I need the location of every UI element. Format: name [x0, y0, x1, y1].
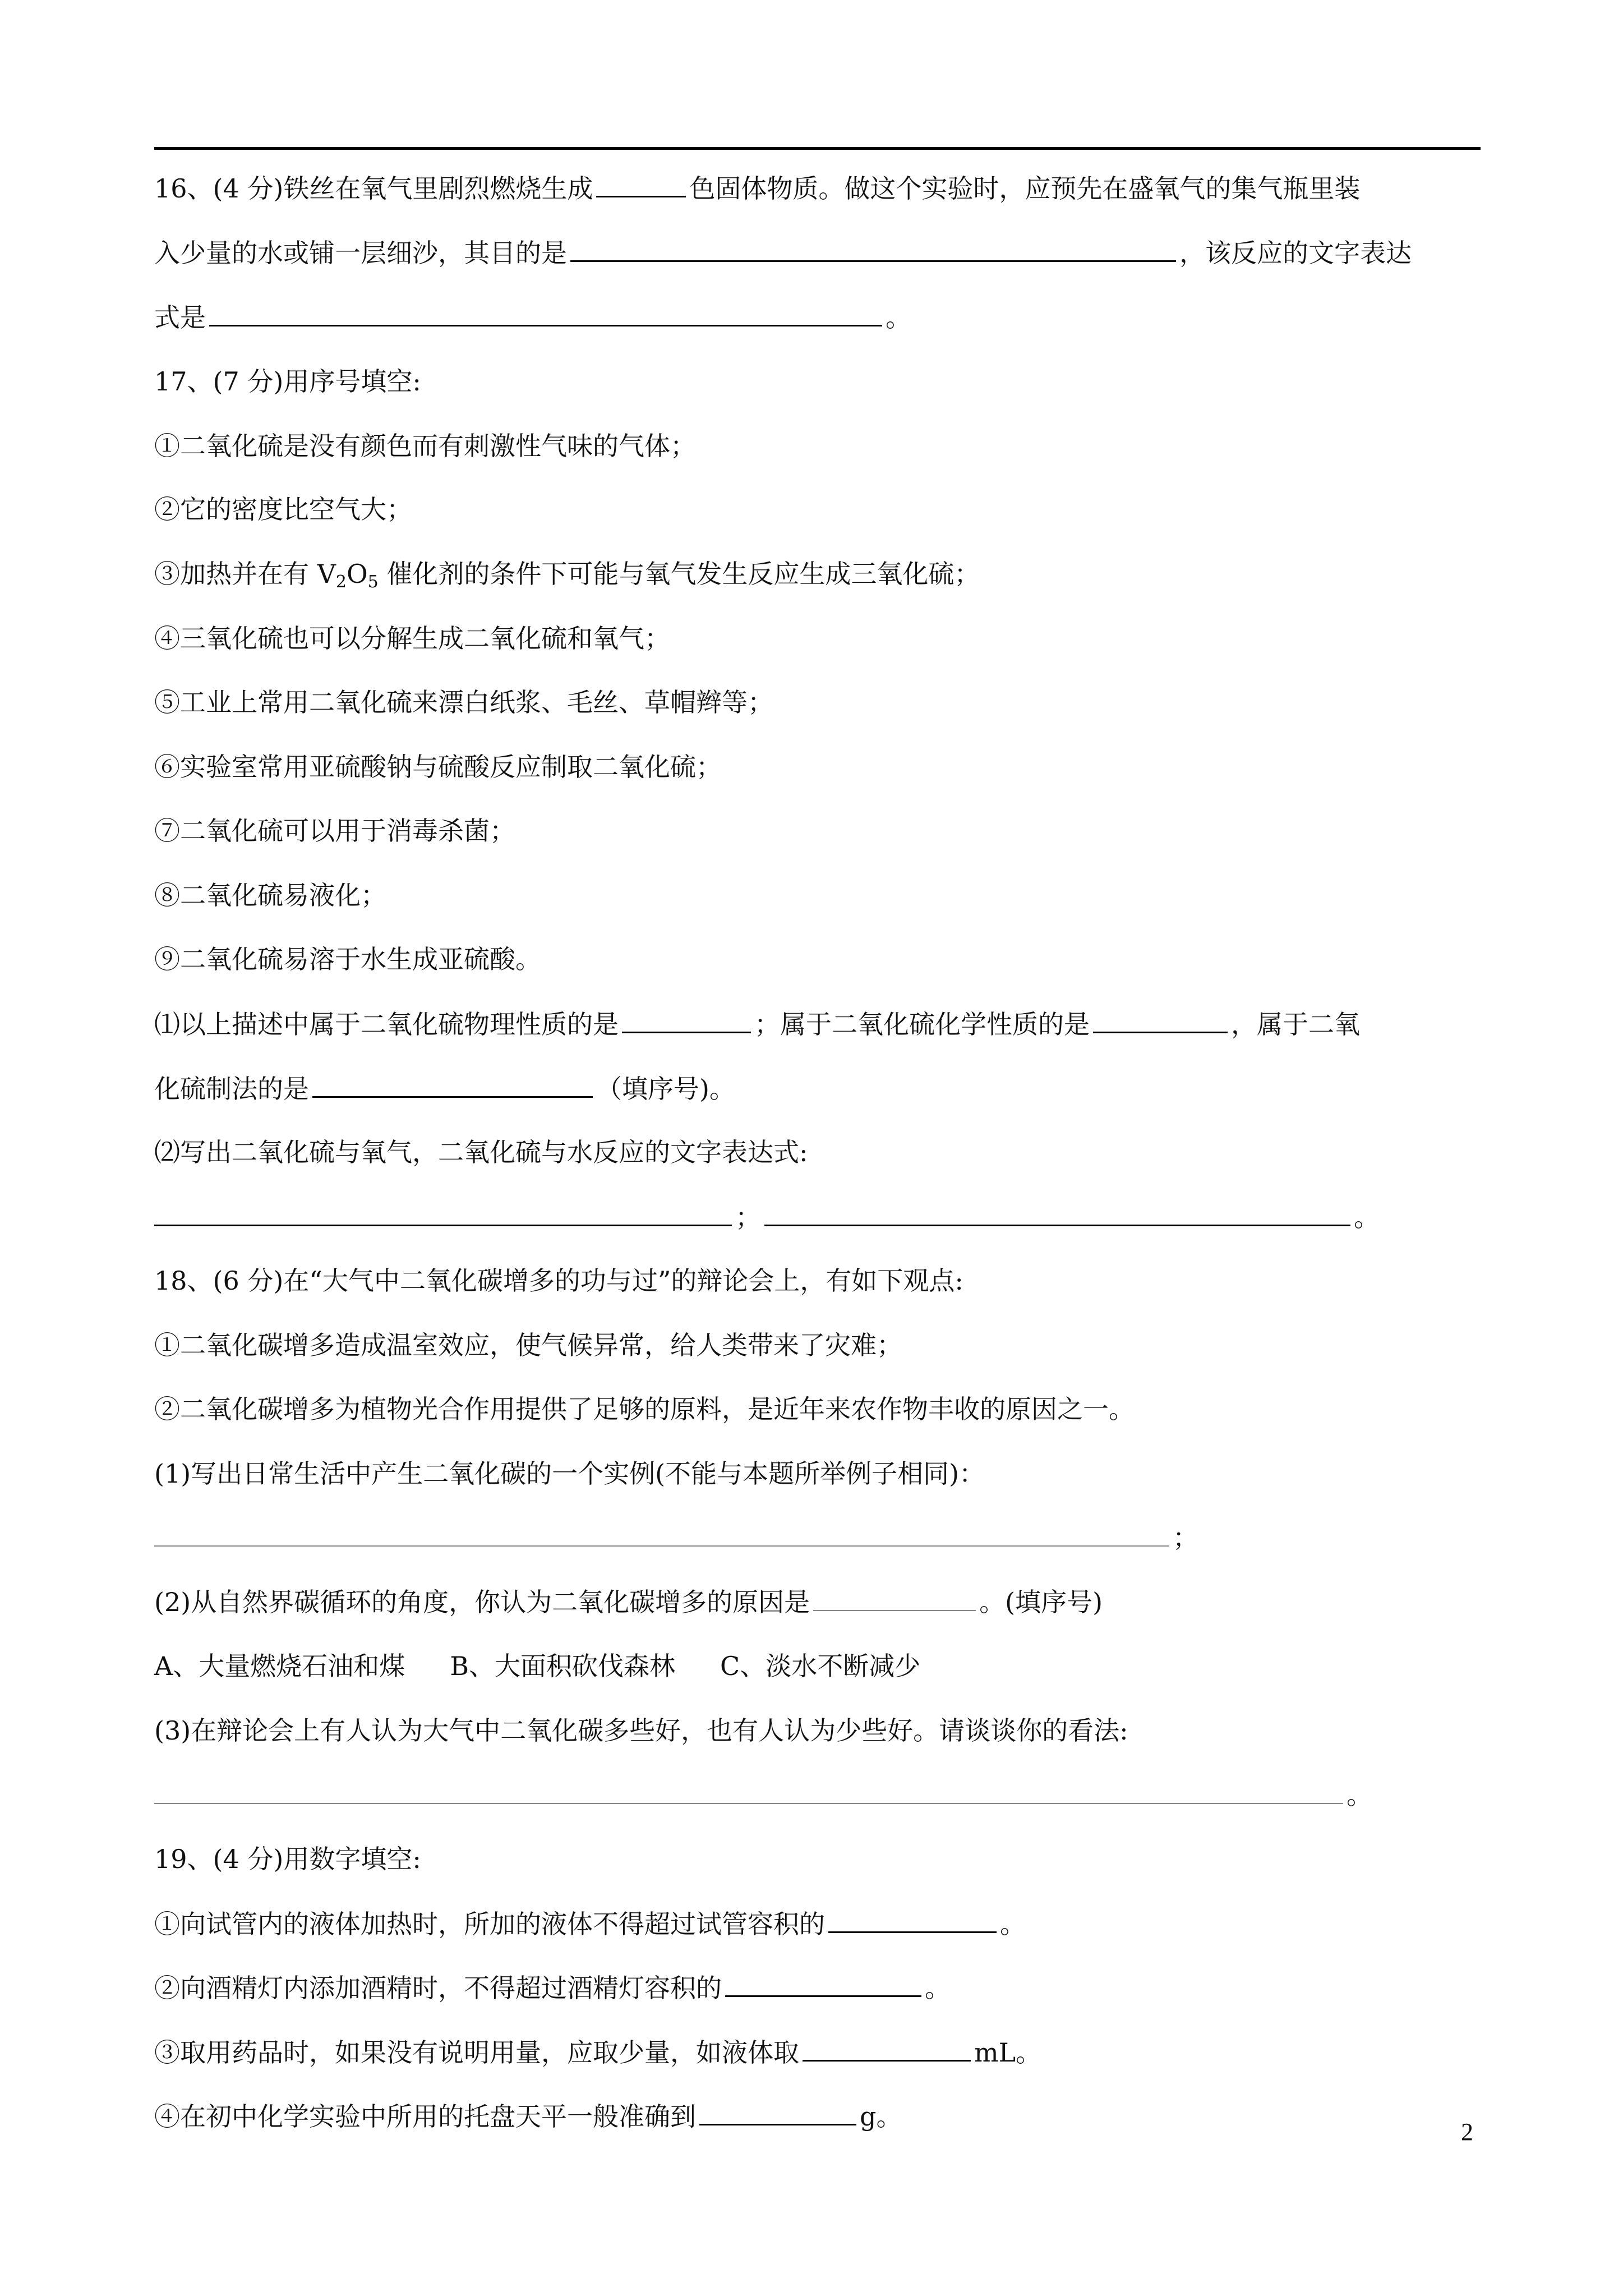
- q18-view-1: ①二氧化碳增多造成温室效应，使气候异常，给人类带来了灾难；: [154, 1330, 902, 1360]
- q19-item-2: ②向酒精灯内添加酒精时，不得超过酒精灯容积的 。: [154, 1971, 1489, 2005]
- q17-item-5: ⑤工业上常用二氧化硫来漂白纸浆、毛丝、草帽辫等；: [154, 687, 773, 717]
- q17-part-1-line-1: ⑴以上描述中属于二氧化硫物理性质的是 ；属于二氧化硫化学性质的是 ，属于二氧: [154, 1007, 1489, 1041]
- q17-item-6: ⑥实验室常用亚硫酸钠与硫酸反应制取二氧化硫；: [154, 752, 722, 782]
- q18-sub-3: (3)在辩论会上有人认为大气中二氧化碳多些好，也有人认为少些好。请谈谈你的看法:: [154, 1715, 1128, 1746]
- q18-option-c: C、淡水不断减少: [720, 1651, 921, 1681]
- q18-title: 18、(6 分)在“大气中二氧化碳增多的功与过”的辩论会上，有如下观点:: [154, 1266, 963, 1296]
- q18-blank-example[interactable]: [154, 1521, 1169, 1547]
- q17-blank-physical[interactable]: [622, 1007, 751, 1033]
- q18-sub-3-answer: 。: [154, 1778, 1489, 1812]
- q19-blank-test-tube[interactable]: [828, 1907, 997, 1933]
- q18-option-b: B、大面积砍伐森林: [450, 1651, 676, 1681]
- q17-title: 17、(7 分)用序号填空:: [154, 366, 421, 397]
- q18-sub-1: (1)写出日常生活中产生二氧化碳的一个实例(不能与本题所举例子相同)：: [154, 1458, 985, 1489]
- q16-blank-equation[interactable]: [209, 300, 882, 326]
- page-number: 2: [1461, 2118, 1473, 2146]
- q18-sub-2: (2)从自然界碳循环的角度，你认为二氧化碳增多的原因是 。(填序号): [154, 1585, 1489, 1619]
- q18-options: [154, 1649, 1489, 1683]
- q16-line-3: 式是 。: [154, 300, 1489, 334]
- q17-item-3: ③加热并在有 $V_2O_5$ 催化剂的条件下可能与氧气发生反应生成三氧化硫；: [154, 559, 980, 592]
- q19-item-1: ①向试管内的液体加热时，所加的液体不得超过试管容积的 。: [154, 1907, 1489, 1941]
- q16-line-1: 16、(4 分)铁丝在氧气里剧烈燃烧生成 色固体物质。做这个实验时，应预先在盛氧气的集气瓶里装: [154, 171, 1489, 205]
- q18-option-a: A、大量燃烧石油和煤: [154, 1651, 405, 1681]
- q19-blank-balance[interactable]: [699, 2099, 856, 2125]
- q17-item-7: ⑦二氧化硫可以用于消毒杀菌；: [154, 816, 515, 846]
- q17-blank-equation-water[interactable]: [764, 1200, 1350, 1226]
- q16-blank-purpose[interactable]: [570, 236, 1176, 262]
- q17-blank-preparation[interactable]: [312, 1071, 593, 1098]
- q17-item-2: ②它的密度比空气大；: [154, 494, 412, 524]
- q18-blank-cause[interactable]: [813, 1585, 976, 1611]
- q17-part-2-answers: ； 。: [154, 1200, 1489, 1234]
- q18-blank-opinion[interactable]: [154, 1778, 1343, 1804]
- q16-line-2: 入少量的水或铺一层细沙，其目的是 ，该反应的文字表达: [154, 236, 1489, 270]
- q18-view-2: ②二氧化碳增多为植物光合作用提供了足够的原料，是近年来农作物丰收的原因之一。: [154, 1394, 1135, 1424]
- q17-item-4: ④三氧化硫也可以分解生成二氧化硫和氧气；: [154, 623, 670, 654]
- q19-blank-alcohol-lamp[interactable]: [725, 1971, 921, 1997]
- q16-blank-color[interactable]: [596, 171, 686, 197]
- q17-blank-equation-oxygen[interactable]: [154, 1200, 732, 1226]
- q19-item-3: ③取用药品时，如果没有说明用量，应取少量，如液体取 mL。: [154, 2035, 1489, 2069]
- q18-sub-1-answer: ；: [154, 1521, 1489, 1554]
- q19-item-4: ④在初中化学实验中所用的托盘天平一般准确到 g。: [154, 2099, 1489, 2133]
- q17-part-1-line-2: 化硫制法的是 （填序号)。: [154, 1071, 1489, 1106]
- q17-item-8: ⑧二氧化硫易液化；: [154, 880, 386, 910]
- q17-item-9: ⑨二氧化硫易溶于水生成亚硫酸。: [154, 944, 541, 974]
- q17-part-2: ⑵写出二氧化硫与氧气，二氧化硫与水反应的文字表达式:: [154, 1137, 808, 1167]
- q19-title: 19、(4 分)用数字填空:: [154, 1844, 421, 1874]
- header-rule: [154, 147, 1481, 150]
- q17-blank-chemical[interactable]: [1093, 1007, 1228, 1033]
- q19-blank-liquid-amount[interactable]: [803, 2035, 971, 2062]
- q17-item-1: ①二氧化硫是没有颜色而有刺激性气味的气体；: [154, 431, 696, 461]
